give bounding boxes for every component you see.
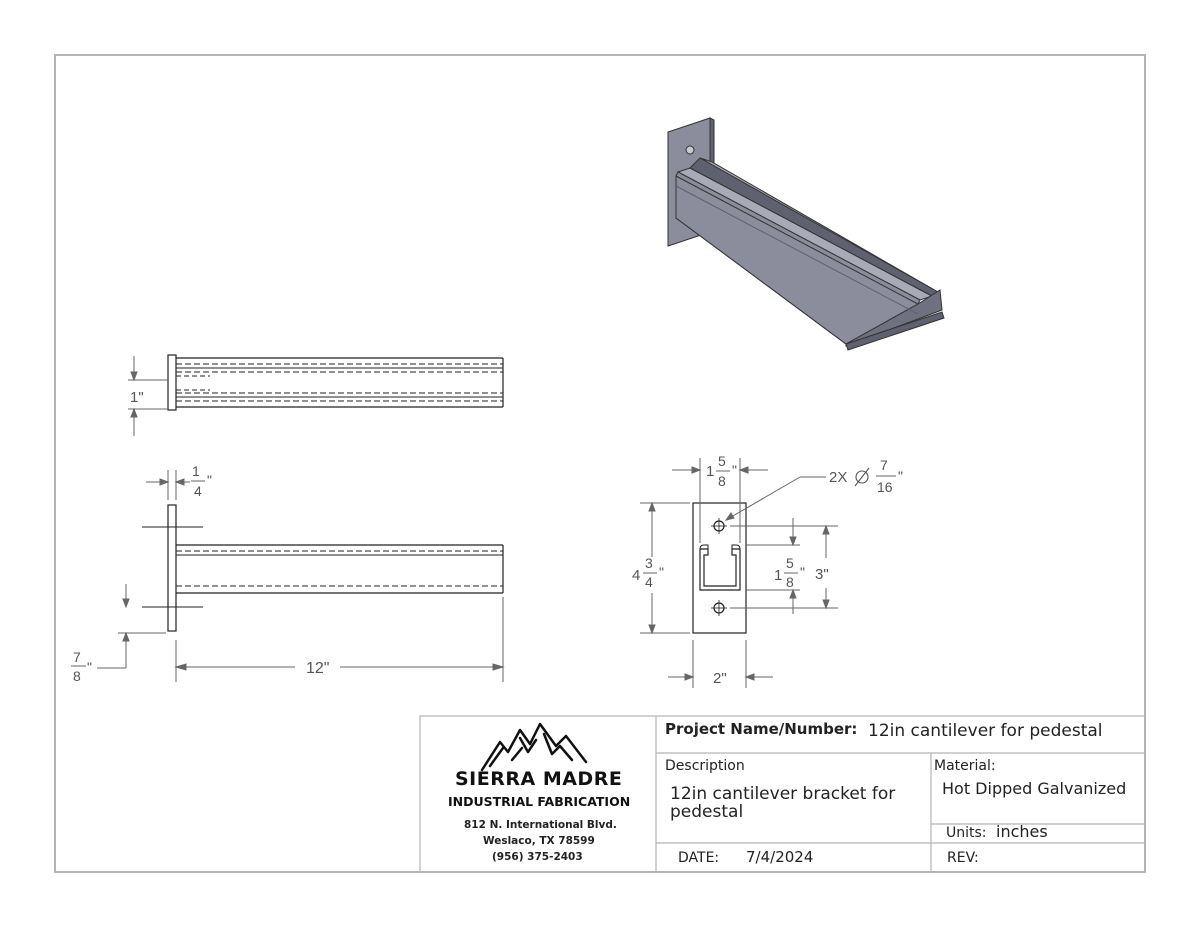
project-value: 12in cantilever for pedestal bbox=[868, 721, 1103, 741]
dim-channel-h-den: 8 bbox=[786, 574, 794, 590]
dim-hole-offset-inch: " bbox=[87, 659, 92, 675]
end-view-dims bbox=[640, 458, 838, 688]
units-value: inches bbox=[996, 822, 1048, 841]
dim-channel-w-inch: " bbox=[732, 462, 737, 478]
address-line-2: Weslaco, TX 78599 bbox=[483, 835, 595, 847]
end-view bbox=[693, 503, 746, 633]
project-label: Project Name/Number: bbox=[665, 720, 858, 738]
sheet-border bbox=[55, 55, 1145, 872]
description-value-line-1: 12in cantilever bracket for bbox=[670, 784, 896, 804]
dim-channel-h-whole: 1 bbox=[774, 567, 783, 584]
dim-channel-h-num: 5 bbox=[786, 555, 794, 571]
dim-flange-depth: 1" bbox=[130, 389, 144, 406]
company-subtitle: INDUSTRIAL FABRICATION bbox=[448, 794, 631, 809]
dim-hole-spacing: 3" bbox=[815, 566, 829, 583]
address-line-1: 812 N. International Blvd. bbox=[464, 819, 617, 831]
isometric-view bbox=[668, 118, 944, 350]
dim-channel-h-inch: " bbox=[800, 564, 805, 580]
phone: (956) 375-2403 bbox=[492, 851, 583, 863]
description-value-line-2: pedestal bbox=[670, 802, 744, 822]
dim-holes-num: 7 bbox=[880, 457, 888, 473]
dim-plate-w: 2" bbox=[713, 670, 727, 687]
dim-holes-inch: " bbox=[898, 468, 903, 484]
rev-label: REV: bbox=[947, 850, 979, 866]
dim-channel-w-den: 8 bbox=[718, 473, 726, 489]
dim-hole-offset-den: 8 bbox=[73, 668, 81, 684]
dim-channel-w-num: 5 bbox=[718, 453, 726, 469]
dim-plate-thk-inch: " bbox=[207, 472, 212, 488]
dim-plate-h-whole: 4 bbox=[632, 567, 641, 584]
mountain-logo bbox=[482, 724, 586, 770]
top-view bbox=[168, 355, 503, 410]
front-view bbox=[142, 505, 503, 631]
dim-plate-h-inch: " bbox=[659, 564, 664, 580]
material-label: Material: bbox=[934, 758, 996, 774]
date-value: 7/4/2024 bbox=[746, 848, 814, 866]
dim-plate-thk-num: 1 bbox=[192, 463, 200, 479]
units-label: Units: bbox=[946, 825, 987, 841]
dim-holes-den: 16 bbox=[877, 479, 893, 495]
dim-plate-h-den: 4 bbox=[645, 574, 653, 590]
dim-plate-h-num: 3 bbox=[645, 555, 653, 571]
dim-holes-prefix: 2X bbox=[829, 469, 848, 486]
dim-plate-thk-den: 4 bbox=[194, 483, 202, 499]
company-name: SIERRA MADRE bbox=[455, 768, 623, 790]
material-value: Hot Dipped Galvanized bbox=[942, 779, 1127, 798]
description-label: Description bbox=[665, 758, 745, 774]
dim-length: 12" bbox=[306, 660, 330, 677]
diameter-symbol bbox=[855, 468, 869, 486]
dim-channel-w-whole: 1 bbox=[706, 463, 715, 480]
date-label: DATE: bbox=[678, 850, 720, 866]
front-view-dims bbox=[97, 470, 503, 682]
dim-hole-offset-num: 7 bbox=[73, 649, 81, 665]
